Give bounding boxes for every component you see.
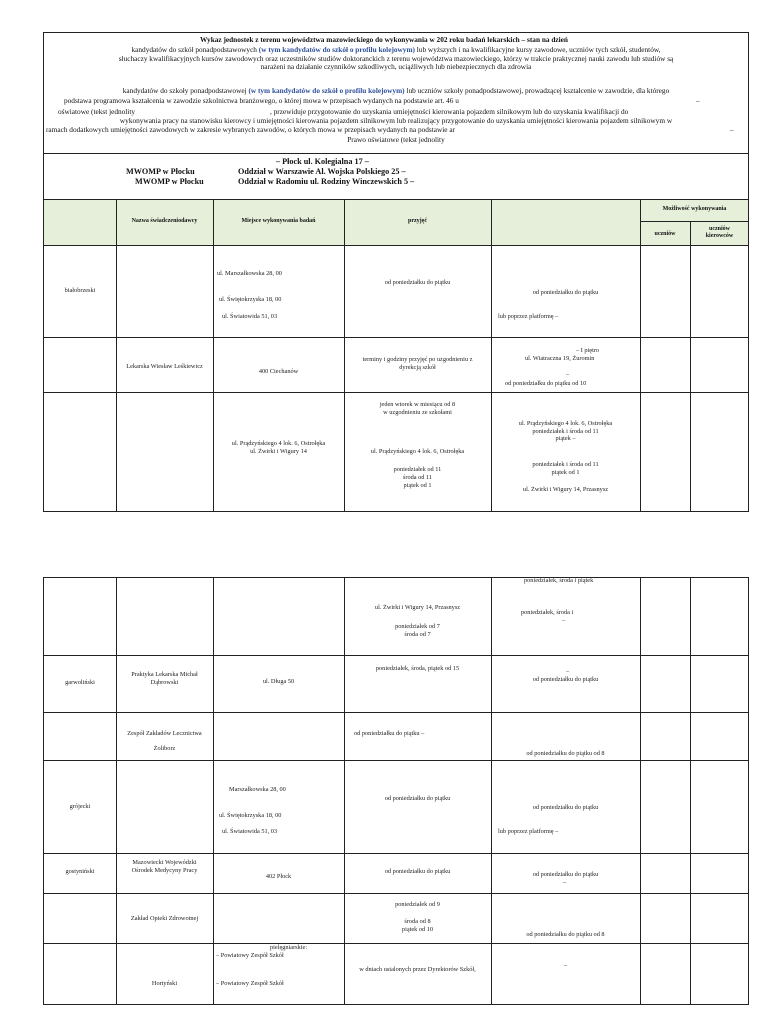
- paragraph-2: kandydatów do szkoły ponadpodstawowej (w tym kandydatów do szkół o profilu kolejowym) lub uczniów szkoły ponadpodstawowej, prowadzącej kształcenie w zawodzie, dla którego: [122, 86, 670, 95]
- place-cell: ul. Światowida 51, 03: [222, 313, 278, 320]
- place-cell: 400 Ciechanów: [258, 368, 299, 375]
- place-cell: Marszałkowska 28, 00: [229, 786, 286, 793]
- place-cell: – Powiatowy Zespół Szkół: [216, 980, 284, 987]
- paragraph-2-line-3a: oświatowe (tekst jednolity: [58, 107, 136, 116]
- przyjec-cell: w dniach ustalonych przez Dyrektorów Szkół,: [359, 966, 476, 973]
- przyjec-cell: terminy i godziny przyjęć po uzgodnieniu z dyrekcją szkół: [362, 356, 473, 372]
- extra-cell: –: [564, 962, 568, 969]
- branch-mwomp-1: MWOMP w Płocku: [126, 167, 195, 176]
- powiat-cell: grójecki: [69, 803, 91, 810]
- extra-cell: od poniedziałku do piątku od 10: [505, 380, 587, 387]
- extra-cell: poniedziałek, środa i: [521, 609, 574, 616]
- provider-cell: Lekarska Wiesław Leśkiewicz: [126, 363, 203, 370]
- extra-cell: od poniedziałku do piątku od 8: [526, 931, 605, 938]
- branch-warszawa: Oddział w Warszawie Al. Wojska Polskiego 25 –: [238, 167, 406, 176]
- powiat-cell: gostyniński: [65, 868, 95, 875]
- extra-cell: od poniedziałku do piątku: [532, 676, 599, 683]
- place-cell: ul. Marszałkowska 28, 00: [217, 270, 282, 277]
- przyjec-cell: jeden wtorek w miesiącu od 8 w uzgodnieniu ze szkołami: [379, 401, 456, 416]
- przyjec-cell: od poniedziałku do piątku: [384, 868, 451, 875]
- extra-cell: lub poprzez platformę –: [498, 828, 559, 835]
- extra-cell: poniedziałek i środa od 11 piątek od 1: [532, 461, 599, 477]
- place-cell: – Powiatowy Zespół Szkół: [216, 952, 284, 959]
- paragraph-2-line-2: podstawa programowa kształcenia w zawodzie szkolnictwa branżowego, o której mowa w przepisach wydanych na podstawie art. 46 u: [64, 96, 459, 105]
- extra-cell: –: [566, 371, 570, 378]
- paragraph-2-line-2-dash: –: [696, 96, 700, 105]
- extra-cell: –: [562, 617, 566, 624]
- column-header-provider: Nazwa świadczeniodawcy: [131, 218, 198, 224]
- place-cell: pielęgniarskie:: [270, 944, 308, 951]
- column-header-place: Miejsce wykonywania badań: [241, 218, 316, 224]
- extra-cell: ul. Wiatraczna 19, Żuromin: [525, 355, 595, 362]
- extra-cell: od poniedziałku do piątku: [532, 289, 599, 296]
- paragraph-1: kandydatów do szkół ponadpodstawowych (w tym kandydatów do szkół o profilu kolejowym) lub wyższych i na kwalifikacyjne kursy zawodowe, uczniów tych szkół, studentów, słuchaczy kwalifikacyjnych kursów zawodowych oraz uczestników studiów doktoranckich z terenu województwa mazowieckiego, którzy w trakcie praktycznej nauki zawodu lub studiów są narażeni na działanie czynników szkodliwych, uciążliwych lub niebezpiecznych dla zdrowia: [118, 45, 674, 72]
- przyjec-cell: poniedziałek od 7 środa od 7: [395, 623, 440, 639]
- branch-plock: – Płock ul. Kolegialna 17 –: [276, 157, 369, 166]
- paragraph-2-line-5: ramach dodatkowych umiejętności zawodowych w zakresie wybranych zawodów, o których mowa w przepisach wydanych na podstawie ar: [46, 125, 456, 134]
- extra-cell: od poniedziałku do piątku od 8: [526, 750, 605, 757]
- przyjec-cell: ul. Żwirki i Wigury 14, Przasnysz: [374, 604, 461, 611]
- extra-cell: ul. Prądzyńskiego 4 lok. 6, Ostrołęka poniedziałek i środa od 11 piątek –: [518, 420, 613, 443]
- provider-cell: Zakład Opieki Zdrowotnej: [130, 915, 199, 922]
- przyjec-cell: od poniedziałku do piątku: [384, 279, 451, 286]
- extra-cell: od poniedziałku do piątku: [532, 804, 599, 811]
- place-cell: ul. Światowida 51, 03: [222, 828, 278, 835]
- przyjec-cell: poniedziałek od 11 środa od 11 piątek od 1: [393, 466, 442, 490]
- place-cell: ul. Prądzyńskiego 4 lok. 6, Ostrołęka ul. Żwirki i Wigury 14: [231, 440, 326, 456]
- paragraph-2-line-6: Prawo oświatowe (tekst jednolity: [347, 135, 445, 144]
- provider-cell: Praktyka Lekarska Michał Dąbrowski: [131, 671, 198, 687]
- column-header-przyjec: przyjęć: [408, 218, 427, 224]
- extra-cell: –: [563, 879, 567, 886]
- column-header-kierowcow: uczniów kierowców: [705, 226, 734, 240]
- branch-mwomp-2: MWOMP w Płocku: [135, 177, 204, 186]
- extra-cell: –: [566, 668, 570, 675]
- przyjec-cell: ul. Prądzyńskiego 4 lok. 6, Ostrołęka: [370, 448, 465, 455]
- place-cell: ul. Długa 50: [262, 678, 295, 685]
- extra-cell: lub poprzez platformę –: [498, 313, 559, 320]
- document-title: Wykaz jednostek z terenu województwa mazowieckiego do wykonywania w 202 roku badań lekarskich – stan na dzień: [200, 35, 568, 44]
- powiat-cell: białobrzeski: [64, 287, 96, 294]
- provider-cell: Mazowiecki Wojewódzki Ośrodek Medycyny Pracy: [131, 859, 198, 875]
- place-cell: 402 Płock: [265, 873, 292, 880]
- extra-cell: poniedziałek, środa i piątek: [524, 577, 594, 584]
- place-cell: ul. Świętokrzyska 18, 00: [219, 296, 282, 303]
- provider-cell: Zespół Zakładów Lecznictwa Żoliborz: [127, 730, 202, 753]
- extra-cell: – I piętro: [576, 347, 600, 354]
- przyjec-cell: poniedziałek od 9: [395, 901, 440, 908]
- przyjec-cell: od poniedziałku do piątku –: [354, 730, 425, 737]
- przyjec-cell: od poniedziałku do piątku: [384, 795, 451, 802]
- place-cell: ul. Świętokrzyska 18, 00: [219, 812, 282, 819]
- przyjec-cell: poniedziałek, środa, piątek od 15: [375, 665, 460, 672]
- branch-radom: Oddział w Radomiu ul. Rodziny Winczewskich 5 –: [238, 177, 415, 186]
- extra-cell: od poniedziałku do piątku: [532, 871, 599, 878]
- column-header-mozliwosc: Możliwość wykonywania: [662, 206, 727, 212]
- powiat-cell: garwoliński: [65, 679, 95, 686]
- paragraph-2-line-5-dash: –: [730, 125, 734, 134]
- extra-cell: ul. Żwirki i Wigury 14, Przasnysz: [522, 486, 609, 493]
- przyjec-cell: środa od 8 piątek od 10: [401, 918, 434, 933]
- paragraph-2-line-4: wykonywania pracy na stanowisku kierowcy i umiejętności kierowania pojazdem silnikowym lub realizujący przygotowanie do uzyskania umiejętności kierowania pojazdem silnikowym w: [119, 116, 673, 125]
- paragraph-2-line-3b: , przewiduje przygotowanie do uzyskania umiejętności kierowania pojazdem silnikowym lub do uzyskania kwalifikacji do: [270, 107, 629, 116]
- provider-cell: Hortyński: [151, 980, 178, 987]
- column-header-uczniow: uczniów: [654, 231, 676, 237]
